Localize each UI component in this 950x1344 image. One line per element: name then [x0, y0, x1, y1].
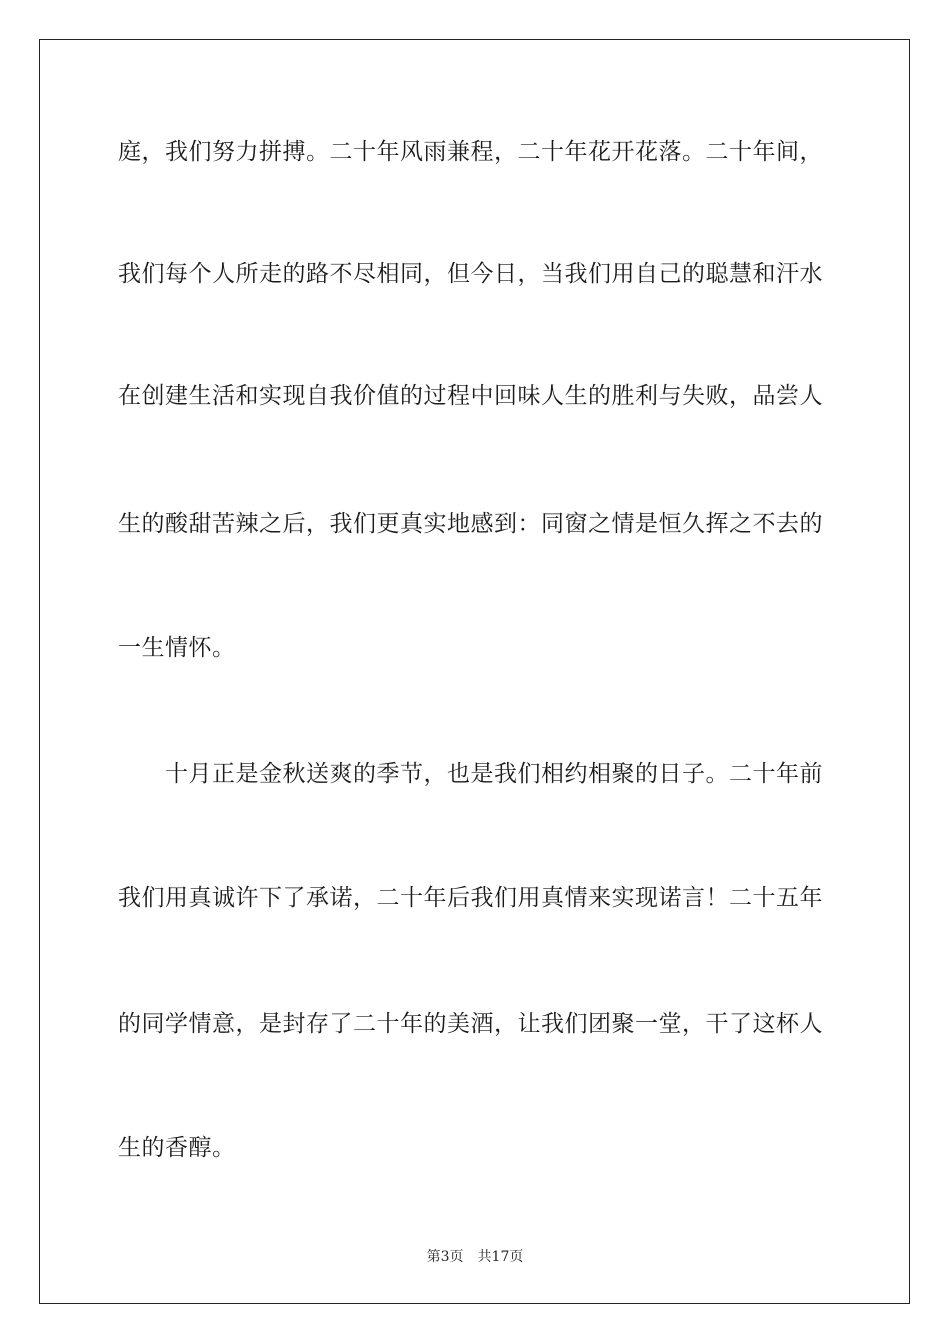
- text-line-3: 在创建生活和实现自我价值的过程中回味人生的胜利与失败，品尝人: [118, 383, 823, 409]
- paragraph-2-line-1: 十月正是金秋送爽的季节，也是我们相约相聚的日子。二十年前: [118, 761, 823, 787]
- paragraph-2-line-3: 的同学情意，是封存了二十年的美酒，让我们团聚一堂，干了这杯人: [118, 1011, 823, 1037]
- text-line-1: 庭，我们努力拼搏。二十年风雨兼程，二十年花开花落。二十年间，: [118, 139, 823, 165]
- paragraph-2-line-2: 我们用真诚许下了承诺，二十年后我们用真情来实现诺言！二十五年: [118, 885, 823, 911]
- text-line-2: 我们每个人所走的路不尽相同，但今日，当我们用自己的聪慧和汗水: [118, 261, 823, 287]
- text-line-4: 生的酸甜苦辣之后，我们更真实地感到：同窗之情是恒久挥之不去的: [118, 511, 823, 537]
- page-border: [39, 39, 910, 1304]
- text-line-5: 一生情怀。: [118, 635, 236, 661]
- paragraph-2-line-4: 生的香醇。: [118, 1135, 236, 1161]
- page-footer: [0, 1248, 950, 1266]
- page-number: 第3页: [426, 1249, 464, 1265]
- page-total: 共17页: [477, 1249, 524, 1265]
